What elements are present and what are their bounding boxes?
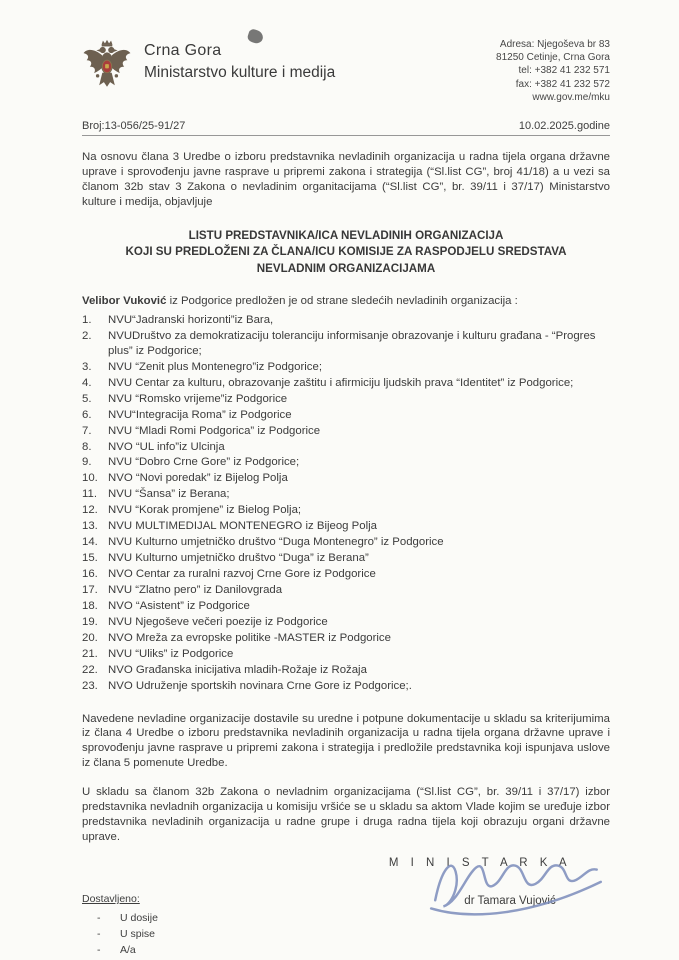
org-list-item: NVO “UL info”iz Ulcinja [108, 440, 225, 453]
distribution-list [82, 912, 610, 956]
org-department: Ministarstvo kulture i medija [144, 64, 336, 81]
document-title-line: NEVLADNIM ORGANIZACIJAMA [256, 262, 436, 276]
org-list-item: NVU “Dobro Crne Gore” iz Podgorice; [108, 456, 300, 469]
address-line: Adresa: Njegoševa br 83 [499, 39, 610, 50]
document-title [82, 228, 610, 278]
document-title-line: KOJI SU PREDLOŽENI ZA ČLANA/ICU KOMISIJE ZA RASPODJELU SREDSTAVA [125, 245, 567, 259]
address-block [496, 36, 610, 104]
closing-paragraph-2: U skladu sa članom 32b Zakona o nevladnim organizacijama (“Sl.list CG”, br. 39/11 i 37/17) izbor predstavnika nevladnih organizacija u komisiju vršiće se u skladu sa aktom Vlade kojim se uređuje izbor predstavnika nevladinih organizacija u radne grupe i druga radna tijela koji obrazuju organi državne uprave. [82, 786, 610, 844]
org-list-item: NVO Građanska inicijativa mladih-Rožaje iz Rožaja [108, 663, 367, 676]
minister-name: dr Tamara Vujović [464, 895, 556, 908]
org-list-item: NVU “Mladi Romi Podgorica” iz Podgorice [108, 424, 321, 437]
org-list-item: NVO “Asistent” iz Podgorice [108, 599, 250, 612]
org-list-item: NVU “Romsko vrijeme”iz Podgorice [108, 392, 288, 405]
lead-text: iz Podgorice predložen je od strane sledećih nevladinih organizacija : [166, 295, 518, 308]
org-name: Crna Gora [144, 42, 222, 59]
org-list-item: NVU Centar za kulturu, obrazovanje zaštitu i afirmiciju ljudskih prava “Identitet” iz Podgorice; [108, 376, 574, 389]
lead-paragraph [82, 294, 610, 309]
minister-title: M I N I S T A R K A [388, 857, 572, 870]
organization-list [82, 313, 610, 694]
distribution-item: - U dosije [97, 912, 610, 924]
distribution-label: Dostavljeno: [82, 893, 140, 906]
org-list-item: NVO “Novi poredak” iz Bijelog Polja [108, 472, 288, 485]
address-line-web: www.gov.me/mku [532, 91, 610, 103]
org-list-item: NVO Mreža za evropske politike -MASTER iz Podgorice [108, 631, 391, 644]
org-list-item: NVUDruštvo za demokratizaciju toleranciju informisanje obrazovanje i kulturu građana - “Progres plus” iz Podgorice; [108, 329, 596, 357]
org-list-item: NVO Centar za ruralni razvoj Crne Gore iz Podgorice [108, 568, 376, 581]
org-list-item: NVU “Šansa” iz Berana; [108, 488, 230, 501]
org-list-item: NVU“Integracija Roma” iz Podgorice [108, 408, 292, 421]
nominee-name: Velibor Vuković [82, 295, 167, 308]
address-line: 81250 Cetinje, Crna Gora [496, 52, 610, 64]
org-list-item: NVU “Zlatno pero” iz Danilovgrada [108, 583, 283, 596]
montenegro-coat-of-arms-icon [82, 36, 132, 100]
org-list-item: NVO Udruženje sportskih novinara Crne Gore iz Podgorice;. [108, 679, 412, 692]
org-titles [144, 36, 335, 82]
org-list-item: NVU“Jadranski horizonti”iz Bara, [108, 314, 274, 327]
org-list-item: NVU Njegoševe večeri poezije iz Podgorice [108, 615, 328, 628]
org-list-item: NVU “Korak promjene” iz Bielog Polja; [108, 504, 302, 517]
header-divider [82, 135, 610, 136]
distribution-item: - U spise [97, 928, 610, 940]
org-list-item: NVU MULTIMEDIJAL MONTENEGRO iz Bijeog Polja [108, 520, 377, 533]
address-line-tel: tel: +382 41 232 571 [518, 65, 610, 77]
org-list-item: NVU Kulturno umjetničko društvo “Duga” iz Berana” [108, 552, 369, 565]
letterhead [82, 36, 610, 104]
closing-paragraph-1: Navedene nevladine organizacije dostavile su uredne i potpune dokumentacije u skladu sa kriterijumima iz člana 4 Uredbe o izboru predstavnika nevladinih organizacija u radna tijela organa državne uprave i sprovođenju javne rasprave u pripremi zakona i strategija i predložile predstavnika koji ispunjava uslove iz člana 5 pomenute Uredbe. [82, 712, 610, 770]
document-title-line: LISTU PREDSTAVNIKA/ICA NEVLADINIH ORGANIZACIJA [188, 228, 504, 242]
signature-block [350, 857, 610, 907]
reference-row [82, 120, 610, 132]
document-date: 10.02.2025.godine [518, 119, 610, 132]
distribution-item: - A/a [97, 944, 610, 956]
address-line-fax: fax: +382 41 232 572 [515, 78, 610, 90]
org-list-item: NVU “Zenit plus Montenegro”iz Podgorice; [108, 360, 322, 373]
org-list-item: NVU Kulturno umjetničko društvo “Duga Montenegro” iz Podgorice [108, 536, 444, 549]
reference-number: Broj:13-056/25-91/27 [82, 119, 186, 132]
intro-paragraph: Na osnovu člana 3 Uredbe o izboru predstavnika nevladinih organizacija u radna tijela organa državne uprave i sprovođenju javne rasprave u pripremi zakona i strategija (“Sl.list CG”, broj 41/18) a u vezi sa članom 32b stav 3 Zakona o nevladinim organitacijama (“Sl.list CG”, br. 39/11 i 37/17) Ministarstvo kulture i medija, objavljuje [82, 150, 610, 208]
org-list-item: NVU “Uliks” iz Podgorice [108, 647, 234, 660]
